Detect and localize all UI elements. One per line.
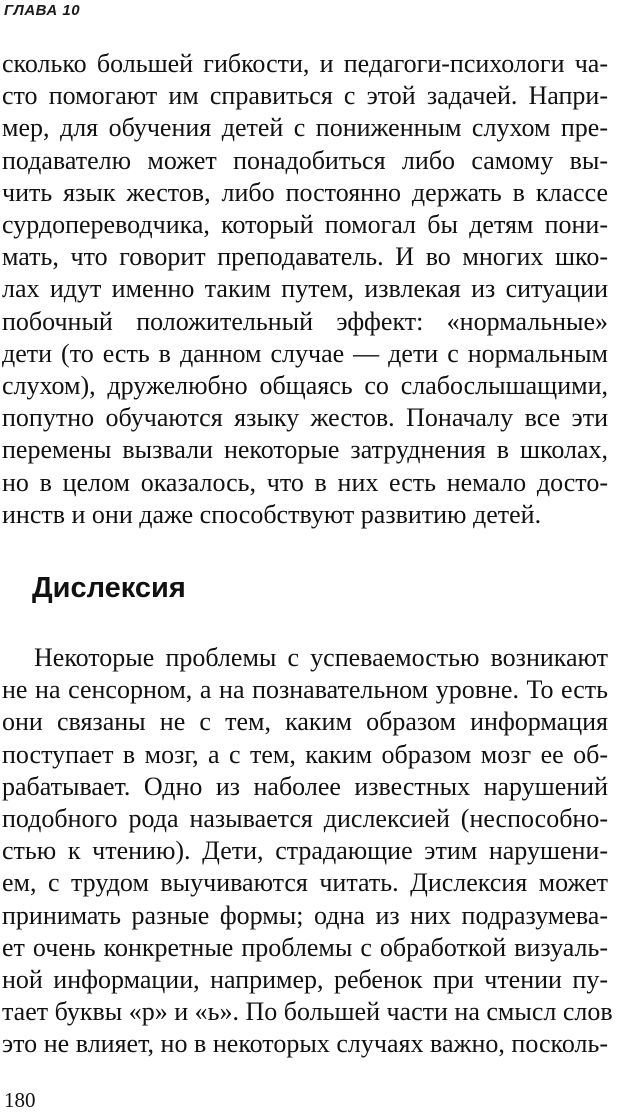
text-line: рабатывает. Одно из наболее известных нарушений (2, 771, 608, 801)
text-line: стью к чтению). Дети, страдающие этим нарушени- (2, 836, 608, 866)
text-line: подавателю может понадобиться либо самому вы- (2, 145, 608, 175)
text-line: попутно обучаются языку жестов. Поначалу все эти (2, 403, 608, 433)
text-line: но в целом оказалось, что в них есть немало досто- (2, 467, 608, 497)
text-line: ет очень конкретные проблемы с обработкой визуаль- (2, 932, 608, 962)
text-line: ем, с трудом выучиваются читать. Дислексия может (2, 868, 608, 898)
text-line: поступает в мозг, а с тем, каким образом мозг ее об- (2, 739, 608, 769)
section-heading: Дислексия (32, 572, 186, 604)
text-line: лах идут именно таким путем, извлекая из ситуации (2, 274, 608, 304)
text-line: дети (то есть в данном случае — дети с нормальным (2, 338, 608, 368)
text-line: подобного рода называется дислексией (неспособно- (2, 804, 608, 834)
text-line: инств и они даже способствуют развитию детей. (2, 499, 542, 529)
text-line: чить язык жестов, либо постоянно держать в классе (2, 177, 608, 207)
text-line: перемены вызвали некоторые затруднения в школах, (2, 435, 608, 465)
text-line: принимать разные формы; одна из них подразумева- (2, 900, 608, 930)
text-line: побочный положительный эффект: «нормальные» (2, 306, 608, 336)
text-line: мать, что говорит преподаватель. И во многих шко- (2, 242, 608, 272)
paragraph-dyslexia (2, 642, 613, 1061)
text-line: тает буквы «р» и «ь». По большей части на смысл слов (2, 997, 613, 1027)
text-line: мер, для обучения детей с пониженным слухом пре- (2, 113, 608, 143)
text-line: сколько большей гибкости, и педагоги-психологи ча- (2, 49, 608, 78)
text-line: ной информации, например, ребенок при чтении пу- (2, 965, 608, 995)
paragraph-continued (2, 48, 608, 531)
text-line: Некоторые проблемы с успеваемостью возникают (34, 643, 608, 672)
running-head-chapter: ГЛАВА 10 (4, 2, 81, 19)
text-line: не на сенсорном, а на познавательном уровне. То есть (2, 675, 608, 705)
text-line: сурдопереводчика, который помогал бы детям пони- (2, 210, 608, 240)
text-line: сто помогают им справиться с этой задачей. Напри- (2, 81, 608, 111)
page-number: 180 (4, 1088, 36, 1112)
text-line: они связаны не с тем, каким образом информация (2, 707, 608, 737)
text-line: это не влияет, но в некоторых случаях важно, посколь- (2, 1029, 608, 1059)
text-line: слухом), дружелюбно общаясь со слабослышащими, (2, 371, 608, 401)
